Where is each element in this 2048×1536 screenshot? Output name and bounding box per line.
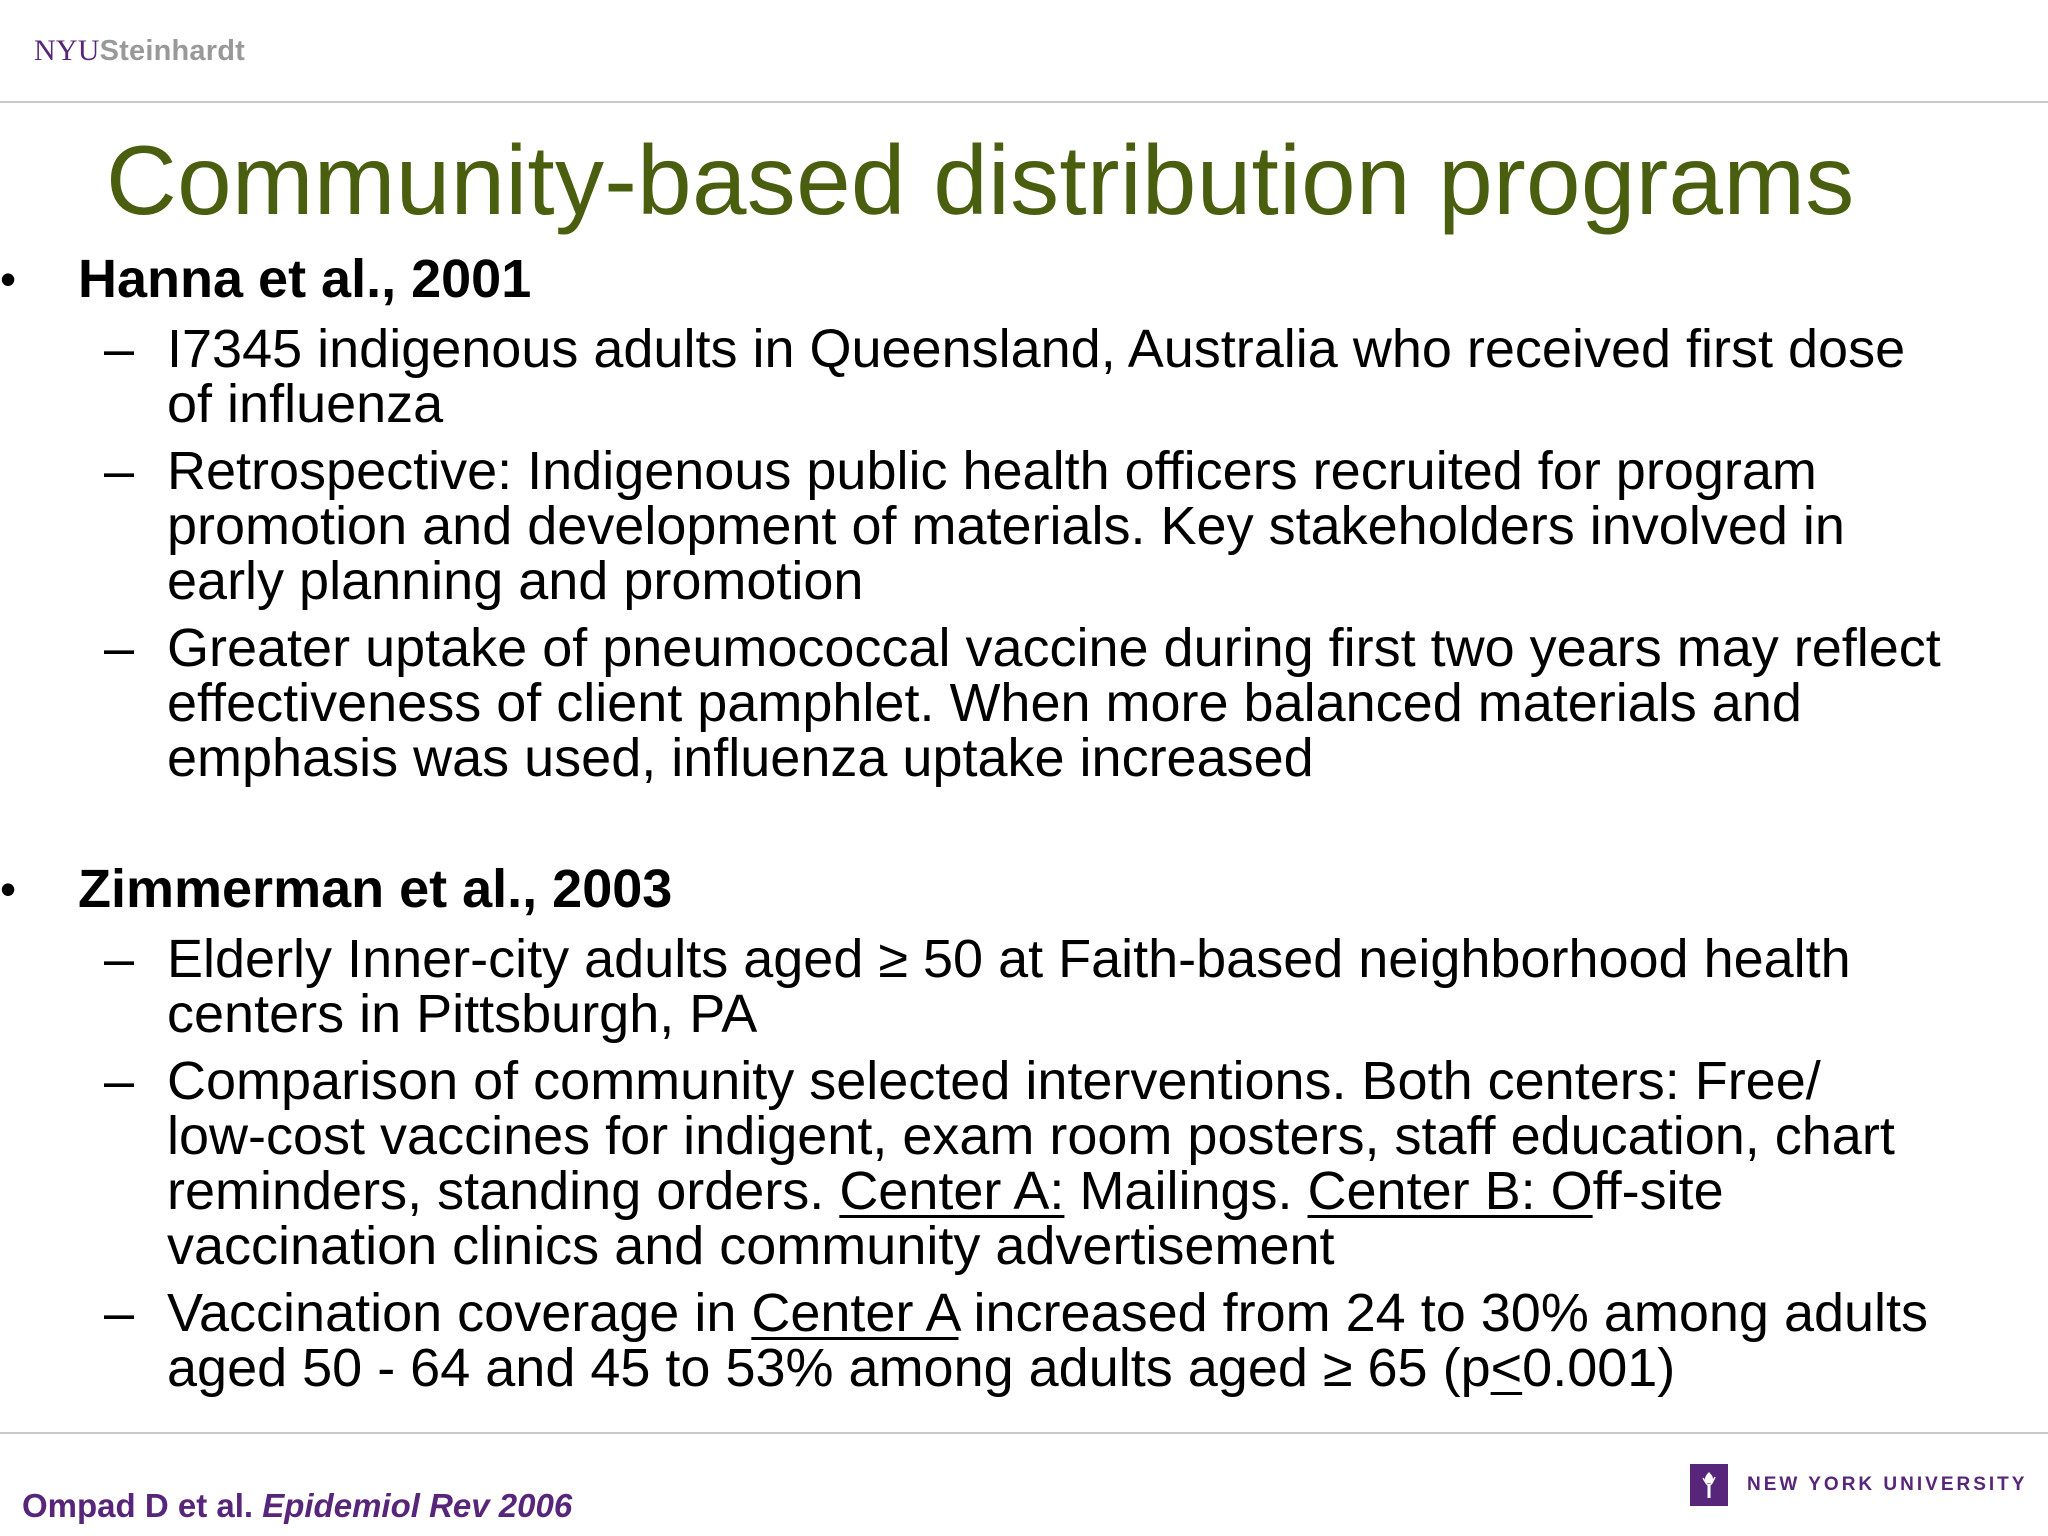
sub-point-text: Greater uptake of pneumococcal vaccine during first two years may reflect effectiveness of client pamphlet. When more balanced materials and emphasis was used, influenza uptake increased [167,618,1941,788]
text-run: increased from 24 to 30% among adults aged 50 - 64 and 45 to 53% among adults aged ≥ 65 (p [167,1283,1929,1398]
header-divider [0,101,2048,103]
slide-body [0,248,2048,1396]
dash-icon: – [104,618,135,678]
text-run: Comparison of community selected interventions. Both centers: Free/ low-cost vaccines for indigent, exam room posters, staff education, chart reminders, standing orders. [167,1051,1895,1221]
sub-point [0,319,2048,434]
bullet-item [0,248,2048,310]
section-zimmerman [0,858,2048,1396]
text-run: Vaccination coverage in [167,1283,752,1343]
section-heading: Hanna et al., 2001 [78,249,532,309]
sub-point [0,441,2048,611]
sub-point-text: Retrospective: Indigenous public health officers recruited for program promotion and development of materials. Key stakeholders involved in early planning and promotion [167,441,1845,611]
citation-authors: Ompad D et al. [22,1487,263,1524]
center-b-label: Center B: O [1307,1161,1593,1221]
sub-point-text: Elderly Inner-city adults aged ≥ 50 at Faith-based neighborhood health centers in Pittsburgh, PA [167,929,1851,1044]
text-run: ff-site vaccination clinics and community advertisement [167,1161,1724,1276]
text-run: Mailings. [1064,1161,1308,1221]
sub-point-text [167,1051,2047,1276]
university-name: NEW YORK UNIVERSITY [1747,1474,2028,1495]
footer-divider [0,1432,2048,1434]
dash-icon: – [104,1051,135,1111]
center-a-label: Center A [751,1283,959,1343]
center-a-label: Center A: [839,1161,1065,1221]
bullet-item [0,858,2048,920]
sub-point-text [167,1283,2047,1398]
sub-point [0,929,2048,1044]
slide-title: Community-based distribution programs [106,125,1855,235]
sub-point [0,618,2048,788]
text-run: 0.001) [1522,1338,1676,1398]
nyu-torch-icon [1690,1464,1728,1506]
dash-icon: – [104,441,135,501]
sub-point [0,1051,2048,1276]
sub-point [0,1283,2048,1398]
dash-icon: – [104,1283,135,1343]
dash-icon: – [104,319,135,379]
section-spacer [0,786,2048,858]
citation-journal: Epidemiol Rev 2006 [262,1487,573,1524]
nyu-steinhardt-logo [34,34,245,68]
citation [22,1486,572,1526]
bullet-icon: • [0,253,17,305]
logo-school-text: Steinhardt [99,35,246,67]
section-heading: Zimmerman et al., 2003 [78,859,673,919]
bullet-icon: • [0,863,17,915]
dash-icon: – [104,929,135,989]
logo-nyu-text: NYU [34,34,100,67]
less-than-symbol: < [1490,1338,1523,1398]
sub-point-text: I7345 indigenous adults in Queensland, Australia who received first dose of influenza [167,319,1906,434]
section-hanna [0,248,2048,786]
